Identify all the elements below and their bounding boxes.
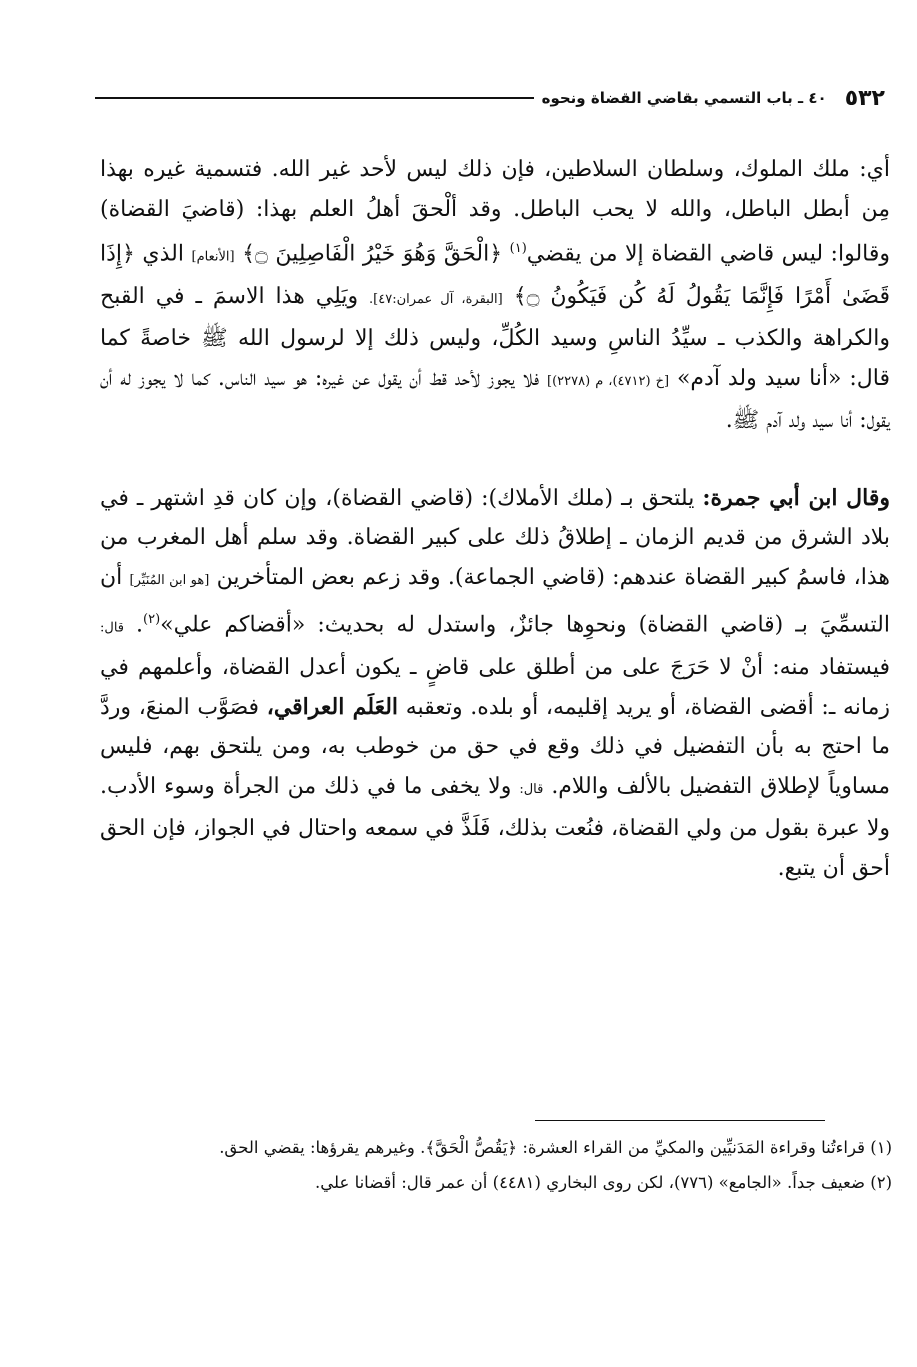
page-header (95, 78, 885, 118)
text-segment: أن التسمِّيَ بـ (قاضي القضاة) ونحوِها جائزٌ، واستدل له بحديث: «أقضاكم علي» (100, 564, 890, 638)
hadith-reference: [خ (٤٧١٢)، م (٢٢٧٨)] (547, 373, 670, 389)
text-segment: أي: ملك الملوك، وسلطان السلاطين، فإن ذلك ليس لأحد غير الله. فتسمية غيره بهذا مِن أبطل الباطل، والله لا يحب الباطل. وقد ألْحقَ أهلُ العلم بهذا: (قاضيَ القضاة) وقالوا: ليس قاضي القضاة إلا من يقضي (100, 157, 890, 267)
qal-label: قال: (100, 620, 125, 636)
inline-note: [هو ابن المُنَيِّر] (129, 572, 210, 588)
page-number: ٥٣٢ (844, 85, 885, 111)
main-text (100, 150, 890, 888)
footnote-marker-1: (١) (509, 241, 527, 256)
text-segment: يلتحق بـ (ملك الأملاك): (قاضي القضاة)، وإن كان قدِ اشتهر ـ في بلاد الشرق من قديم الزمان ـ إطلاقُ ذلك على كبير القضاة. وقد سلم أهل المغرب من هذا، فاسمُ كبير القضاة عندهم: (قاضي الجماعة). وقد زعم بعض المتأخرين (100, 485, 890, 590)
chapter-title: ٤٠ ـ باب التسمي بقاضي القضاة ونحوه (541, 89, 827, 107)
quran-quote: ﴿الْحَقَّ وَهُوَ خَيْرُ الْفَاصِلِينَ ۝﴾ (242, 241, 503, 267)
footnote-1: (١) قراءتُنا وقراءة المَدَنيِّين والمكيِّ من القراء العشرة: ﴿يَقُصُّ الْحَقَّ﴾. وغيرهم يقرؤها: يقضي الحق. (219, 1138, 892, 1157)
text-segment: فلا يجوز لأحد قط أن يقول عن غيره: هو سيد الناس. كما لا يجوز له أن يقول: أنا سيد ولد آدم ﷺ. (100, 365, 890, 434)
text-segment: الذي ﴿إِذَا قَضَىٰ أَمْرًا فَإِنَّمَا يَقُولُ لَهُ كُن فَيَكُونُ ۝﴾ (100, 241, 890, 309)
footnotes (100, 1133, 892, 1203)
text-segment: ولا يخفى ما في ذلك من الجرأة وسوء الأدب. ولا عبرة بقول من ولي القضاة، فنُعت بذلك، فَلَذَّ في سمعه واحتال في الجواز، فإن الحق أحق أن يتبع. (100, 773, 890, 881)
scholar-name: وقال ابن أبي جمرة: (702, 484, 890, 511)
paragraph-1 (100, 150, 890, 441)
paragraph-2: وقال ابن أبي جمرة: يلتحق بـ (ملك الأملاك): (قاضي القضاة)، وإن كان قدِ اشتهر ـ في بلاد الشرق من قديم الزمان ـ إطلاقُ ذلك على كبير القضاة. وقد سلم أهل المغرب من هذا، فاسمُ كبير القضاة عندهم: (قاضي الجماعة). وقد زعم بعض المتأخرين [هو ابن المُنَيِّر] أن التسمِّيَ بـ (قاضي القضاة) ونحوِها جائزٌ، واستدل له بحديث: «أقضاكم علي»$^{(٢)}$. قال: فيستفاد منه: أنْ لا حَرَجَ على من أطلق على قاضٍ ـ يكون أعدل القضاة، وأعلمهم في زمانه ـ: أقضى القضاة، أو يريد إقليمه، أو بلده. وتعقبه العَلَم العراقي، فصَوَّب المنعَ، وردَّ ما احتج به بأن التفضيل في ذلك وقع في حق من خوطب به، ومن يلتحق بهم، فليس مساوياً لإطلاق التفضيل بالألف واللام. قال: ولا يخفى ما في ذلك من الجرأة وسوء الأدب. ولا عبرة بقول من ولي القضاة، فنُعت بذلك، فَلَذَّ في سمعه واحتال في الجواز، فإن الحق أحق أن يتبع. (100, 484, 890, 881)
surah-reference: [البقرة، آل عمران:٤٧]. (369, 291, 503, 307)
surah-reference: [الأنعام] (191, 249, 235, 265)
footnote-marker-2: (٢) (143, 612, 161, 628)
header-rule (95, 97, 534, 99)
scholar-name: العَلَم العراقي، (266, 693, 399, 720)
text-segment: ويَلِي هذا الاسمَ ـ في القبح والكراهة والكذب ـ سيِّدُ الناسِ وسيد الكُلِّ، وليس ذلك إلا لرسول الله ﷺ خاصةً كما قال: «أنا سيد ولد آدم» (100, 283, 890, 391)
text-segment: فيستفاد منه: أنْ لا حَرَجَ على من أطلق على قاضٍ ـ يكون أعدل القضاة، وأعلمهم في زمانه ـ: أقضى القضاة، أو يريد إقليمه، أو بلده. وتعقبه (100, 655, 890, 720)
footnote-separator (535, 1120, 825, 1121)
footnote-2: (٢) ضعيف جداً. «الجامع» (٧٧٦)، لكن روى البخاري (٤٤٨١) أن عمر قال: أقضانا علي. (315, 1173, 892, 1192)
text-segment: فصَوَّب المنعَ، وردَّ ما احتج به بأن التفضيل في ذلك وقع في حق من خوطب به، ومن يلتحق بهم، فليس مساوياً لإطلاق التفضيل بالألف واللام. (100, 694, 890, 799)
qal-label: قال: (519, 781, 544, 797)
